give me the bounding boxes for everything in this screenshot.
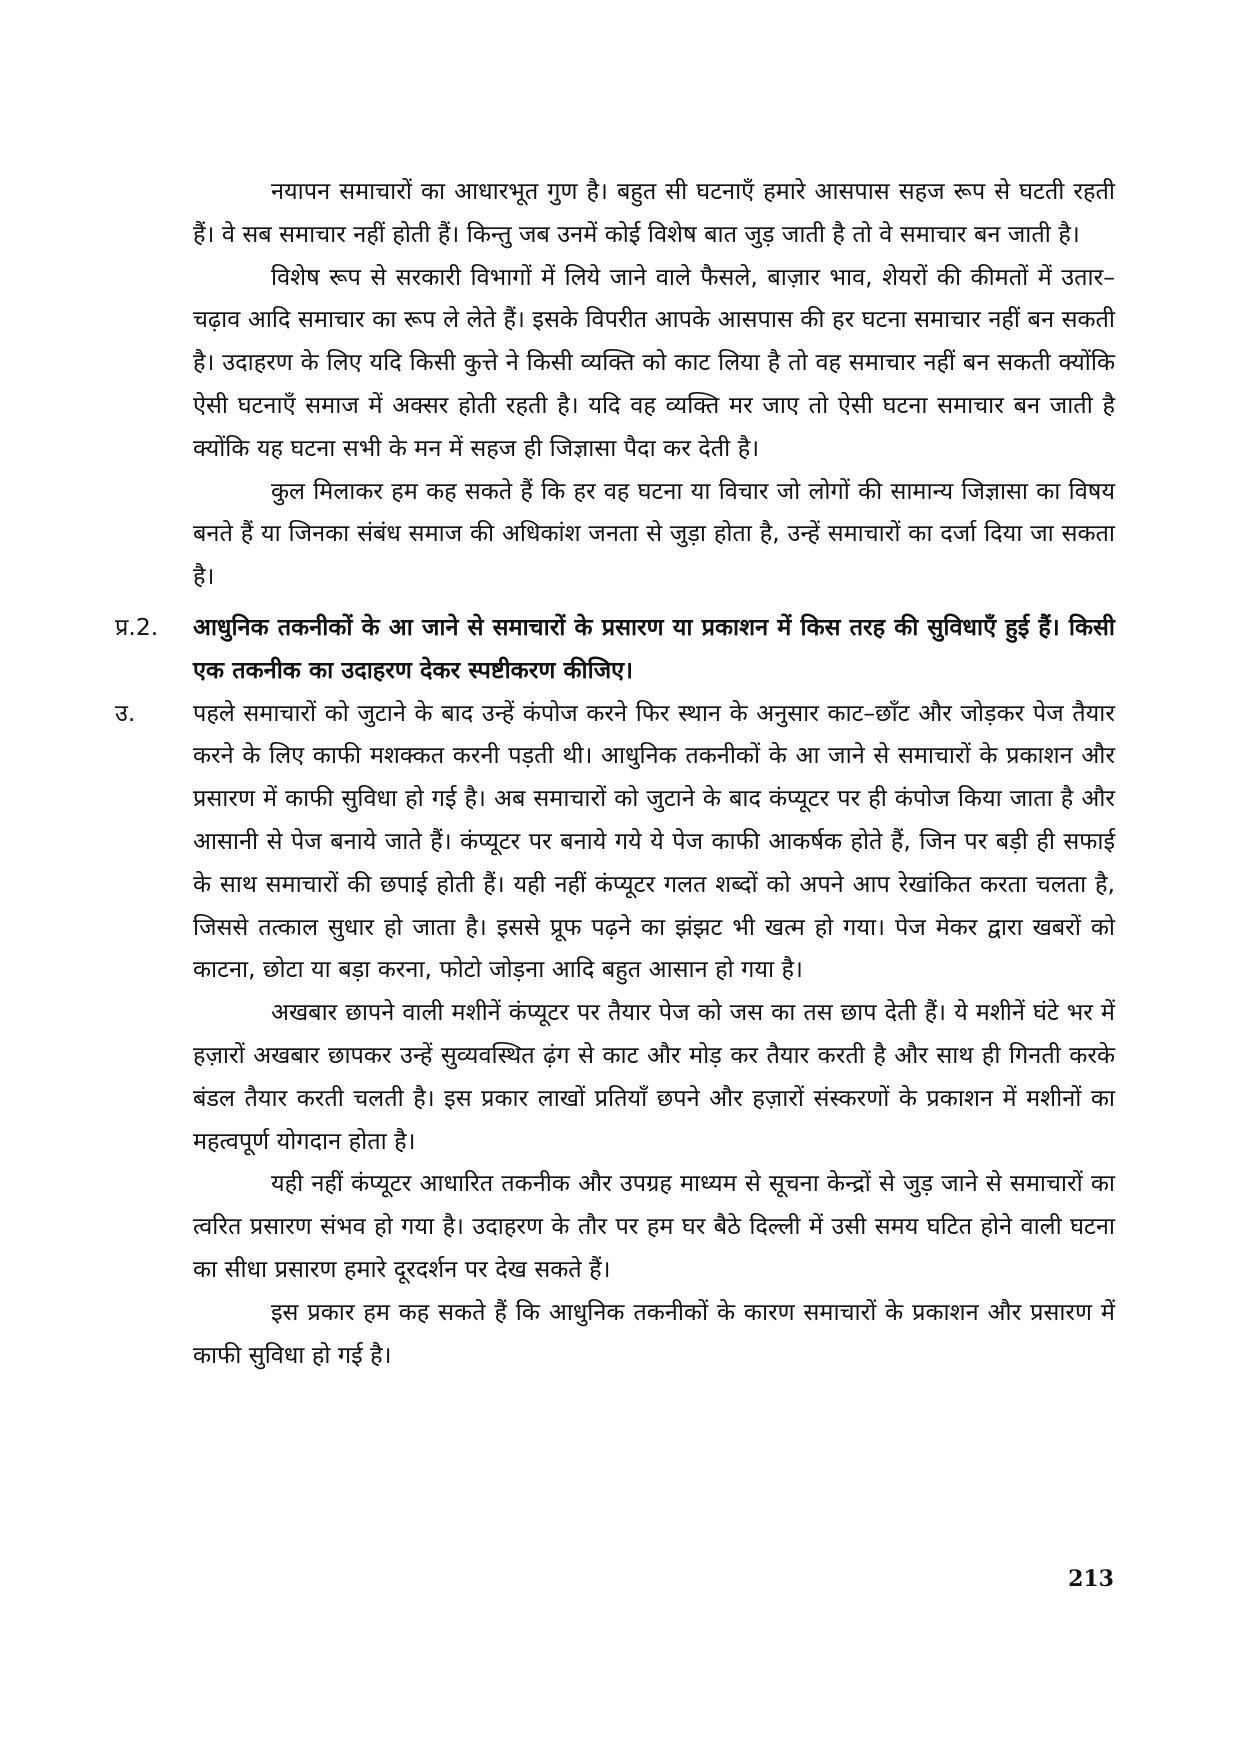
intro-paragraph-3: कुल मिलाकर हम कह सकते हैं कि हर वह घटना या विचार जो लोगों की सामान्य जिज्ञासा का विषय बनते हैं या जिनका संबंध समाज की अधिकांश जनता से जुड़ा होता है, उन्हें समाचारों का दर्जा दिया जा सकता है। [193,476,1115,591]
answer-paragraph-3: यही नहीं कंप्यूटर आधारित तकनीक और उपग्रह माध्यम से सूचना केन्द्रों से जुड़ जाने से समाचारों का त्वरित प्रसारण संभव हो गया है। उदाहरण के तौर पर हम घर बैठे दिल्ली में उसी समय घटित होने वाली घटना का सीधा प्रसारण हमारे दूरदर्शन पर देख सकते हैं। [193,1169,1115,1283]
page-body [115,170,1115,1376]
intro-paragraph-1: नयापन समाचारों का आधारभूत गुण है। बहुत सी घटनाएँ हमारे आसपास सहज रूप से घटती रहती हैं। वे सब समाचार नहीं होती हैं। किन्तु जब उनमें कोई विशेष बात जुड़ जाती है तो वे समाचार बन जाती है। [193,177,1115,248]
answer-label: उ. [115,698,136,727]
question-block [115,606,1115,692]
answer-block [115,692,1115,992]
intro-paragraph-2: विशेष रूप से सरकारी विभागों में लिये जाने वाले फैसले, बाज़ार भाव, शेयरों की कीमतों में उतार–चढ़ाव आदि समाचार का रूप ले लेते हैं। इसके विपरीत आपके आसपास की हर घटना समाचार नहीं बन सकती है। उदाहरण के लिए यदि किसी कुत्ते ने किसी व्यक्ति को काट लिया है तो वह समाचार नहीं बन सकती क्योंकि ऐसी घटनाएँ समाज में अक्सर होती रहती है। यदि वह व्यक्ति मर जाए तो ऐसी घटना समाचार बन जाती है क्योंकि यह घटना सभी के मन में सहज ही जिज्ञासा पैदा कर देती है। [193,262,1115,462]
answer-paragraph-2: अखबार छापने वाली मशीनें कंप्यूटर पर तैयार पेज को जस का तस छाप देती हैं। ये मशीनें घंटे भर में हज़ारों अखबार छापकर उन्हें सुव्यवस्थित ढ़ंग से काट और मोड़ कर तैयार करती है और साथ ही गिनती करके बंडल तैयार करती चलती है। इस प्रकार लाखों प्रतियाँ छपने और हज़ारों संस्करणों के प्रकाशन में मशीनों का महत्वपूर्ण योगदान होता है। [193,998,1115,1155]
answer-paragraph-4: इस प्रकार हम कह सकते हैं कि आधुनिक तकनीकों के कारण समाचारों के प्रकाशन और प्रसारण में काफी सुविधा हो गई है। [193,1297,1115,1369]
question-text: आधुनिक तकनीकों के आ जाने से समाचारों के प्रसारण या प्रकाशन में किस तरह की सुविधाएँ हुई हैं। किसी एक तकनीक का उदाहरण देकर स्पष्टीकरण कीजिए। [193,612,1115,684]
answer-text: पहले समाचारों को जुटाने के बाद उन्हें कंपोज करने फिर स्थान के अनुसार काट–छाँट और जोड़कर पेज तैयार करने के लिए काफी मशक्कत करनी पड़ती थी। आधुनिक तकनीकों के आ जाने से समाचारों के प्रकाशन और प्रसारण में काफी सुविधा हो गई है। अब समाचारों को जुटाने के बाद कंप्यूटर पर ही कंपोज किया जाता है और आसानी से पेज बनाये जाते हैं। कंप्यूटर पर बनाये गये ये पेज काफी आकर्षक होते हैं, जिन पर बड़ी ही सफाई के साथ समाचारों की छपाई होती हैं। यही नहीं कंप्यूटर गलत शब्दों को अपने आप रेखांकित करता चलता है, जिससे तत्काल सुधार हो जाता है। इससे प्रूफ पढ़ने का झंझट भी खत्म हो गया। पेज मेकर द्वारा खबरों को काटना, छोटा या बड़ा करना, फोटो जोड़ना आदि बहुत आसान हो गया है। [193,698,1115,984]
question-label: प्र.2. [115,612,159,641]
page-number: 213 [1068,1566,1114,1592]
